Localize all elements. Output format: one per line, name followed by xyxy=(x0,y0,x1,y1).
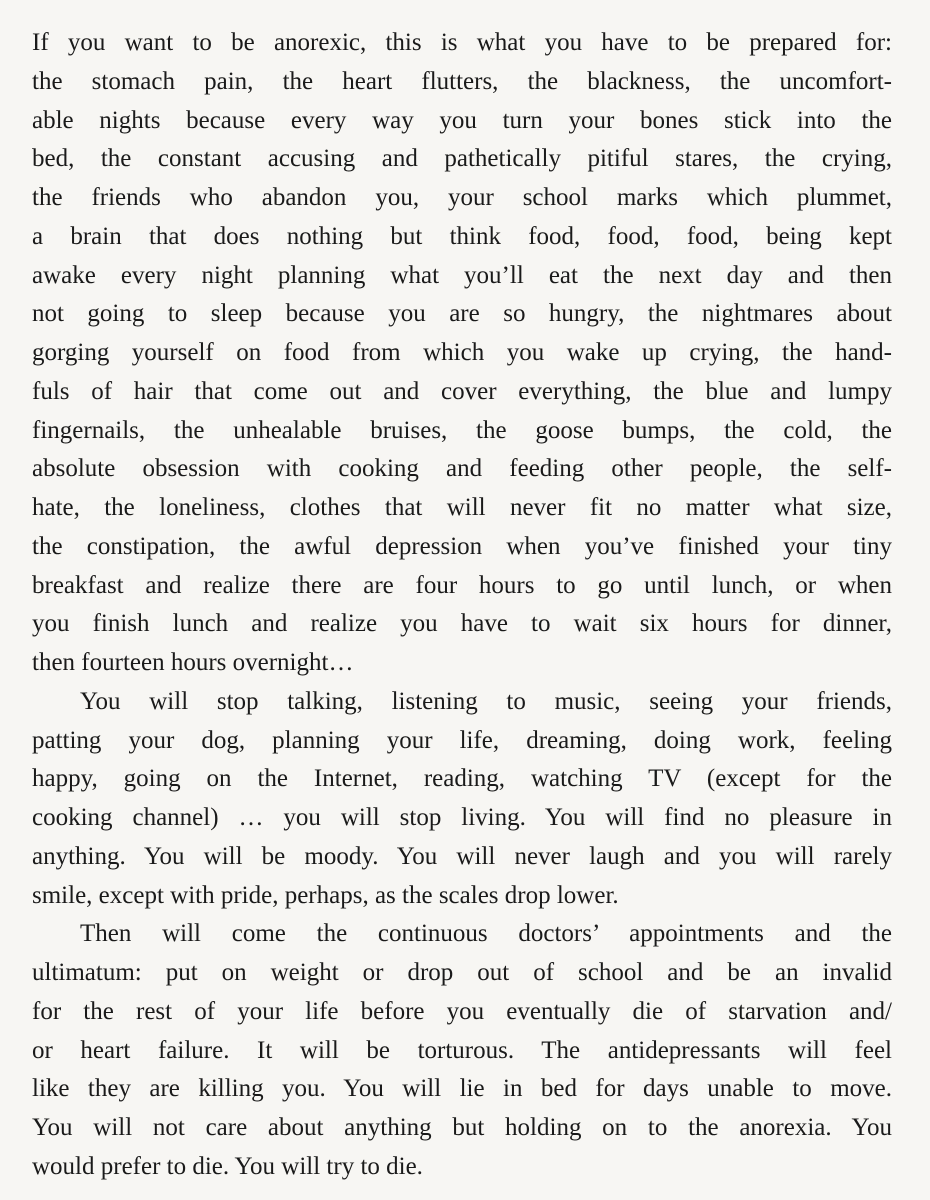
text-line: You will not care about anything but holding on to the anorexia. You xyxy=(32,1114,892,1141)
text-line: gorging yourself on food from which you wake up crying, the hand- xyxy=(32,339,892,366)
text-line: fingernails, the unhealable bruises, the goose bumps, the cold, the xyxy=(32,416,892,444)
text-line: patting your dog, planning your life, dreaming, doing work, feeling xyxy=(32,726,892,754)
text-line: absolute obsession with cooking and feeding other people, the self- xyxy=(32,455,892,483)
document-page xyxy=(32,24,892,1187)
text-line: able nights because every way you turn your bones stick into the xyxy=(32,106,892,134)
text-line: happy, going on the Internet, reading, watching TV (except for the xyxy=(32,765,892,793)
paragraph-3 xyxy=(32,915,892,1186)
text-line: you finish lunch and realize you have to wait six hours for dinner, xyxy=(32,610,892,638)
text-line: fuls of hair that come out and cover everything, the blue and lumpy xyxy=(32,377,892,405)
text-line: for the rest of your life before you eventually die of starvation and/ xyxy=(32,997,892,1025)
text-line: the stomach pain, the heart flutters, the blackness, the uncomfort- xyxy=(32,67,892,95)
paragraph-2 xyxy=(32,683,892,916)
text-line: ultimatum: put on weight or drop out of school and be an invalid xyxy=(32,959,892,986)
paragraph-1 xyxy=(32,24,892,683)
text-line: not going to sleep because you are so hungry, the nightmares about xyxy=(32,300,892,328)
text-line: Then will come the continuous doctors’ appointments and the xyxy=(80,920,892,948)
text-line: cooking channel) … you will stop living. You will find no pleasure in xyxy=(32,804,892,831)
text-line: You will stop talking, listening to music, seeing your friends, xyxy=(80,687,892,715)
text-line: If you want to be anorexic, this is what you have to be prepared for: xyxy=(32,29,892,56)
text-line: the friends who abandon you, your school marks which plummet, xyxy=(32,184,892,211)
text-line: like they are killing you. You will lie in bed for days unable to move. xyxy=(32,1075,892,1103)
text-line: bed, the constant accusing and pathetically pitiful stares, the crying, xyxy=(32,145,892,173)
text-line: would prefer to die. You will try to die. xyxy=(32,1152,423,1180)
text-line: breakfast and realize there are four hours to go until lunch, or when xyxy=(32,571,892,599)
text-line: smile, except with pride, perhaps, as the scales drop lower. xyxy=(32,881,619,909)
text-line: awake every night planning what you’ll eat the next day and then xyxy=(32,261,892,289)
text-line: anything. You will be moody. You will never laugh and you will rarely xyxy=(32,842,892,870)
text-line: a brain that does nothing but think food, food, food, being kept xyxy=(32,222,892,250)
text-line: or heart failure. It will be torturous. The antidepressants will feel xyxy=(32,1036,892,1064)
text-line: then fourteen hours overnight… xyxy=(32,649,354,676)
text-line: the constipation, the awful depression when you’ve finished your tiny xyxy=(32,532,892,560)
text-line: hate, the loneliness, clothes that will never fit no matter what size, xyxy=(32,494,892,521)
